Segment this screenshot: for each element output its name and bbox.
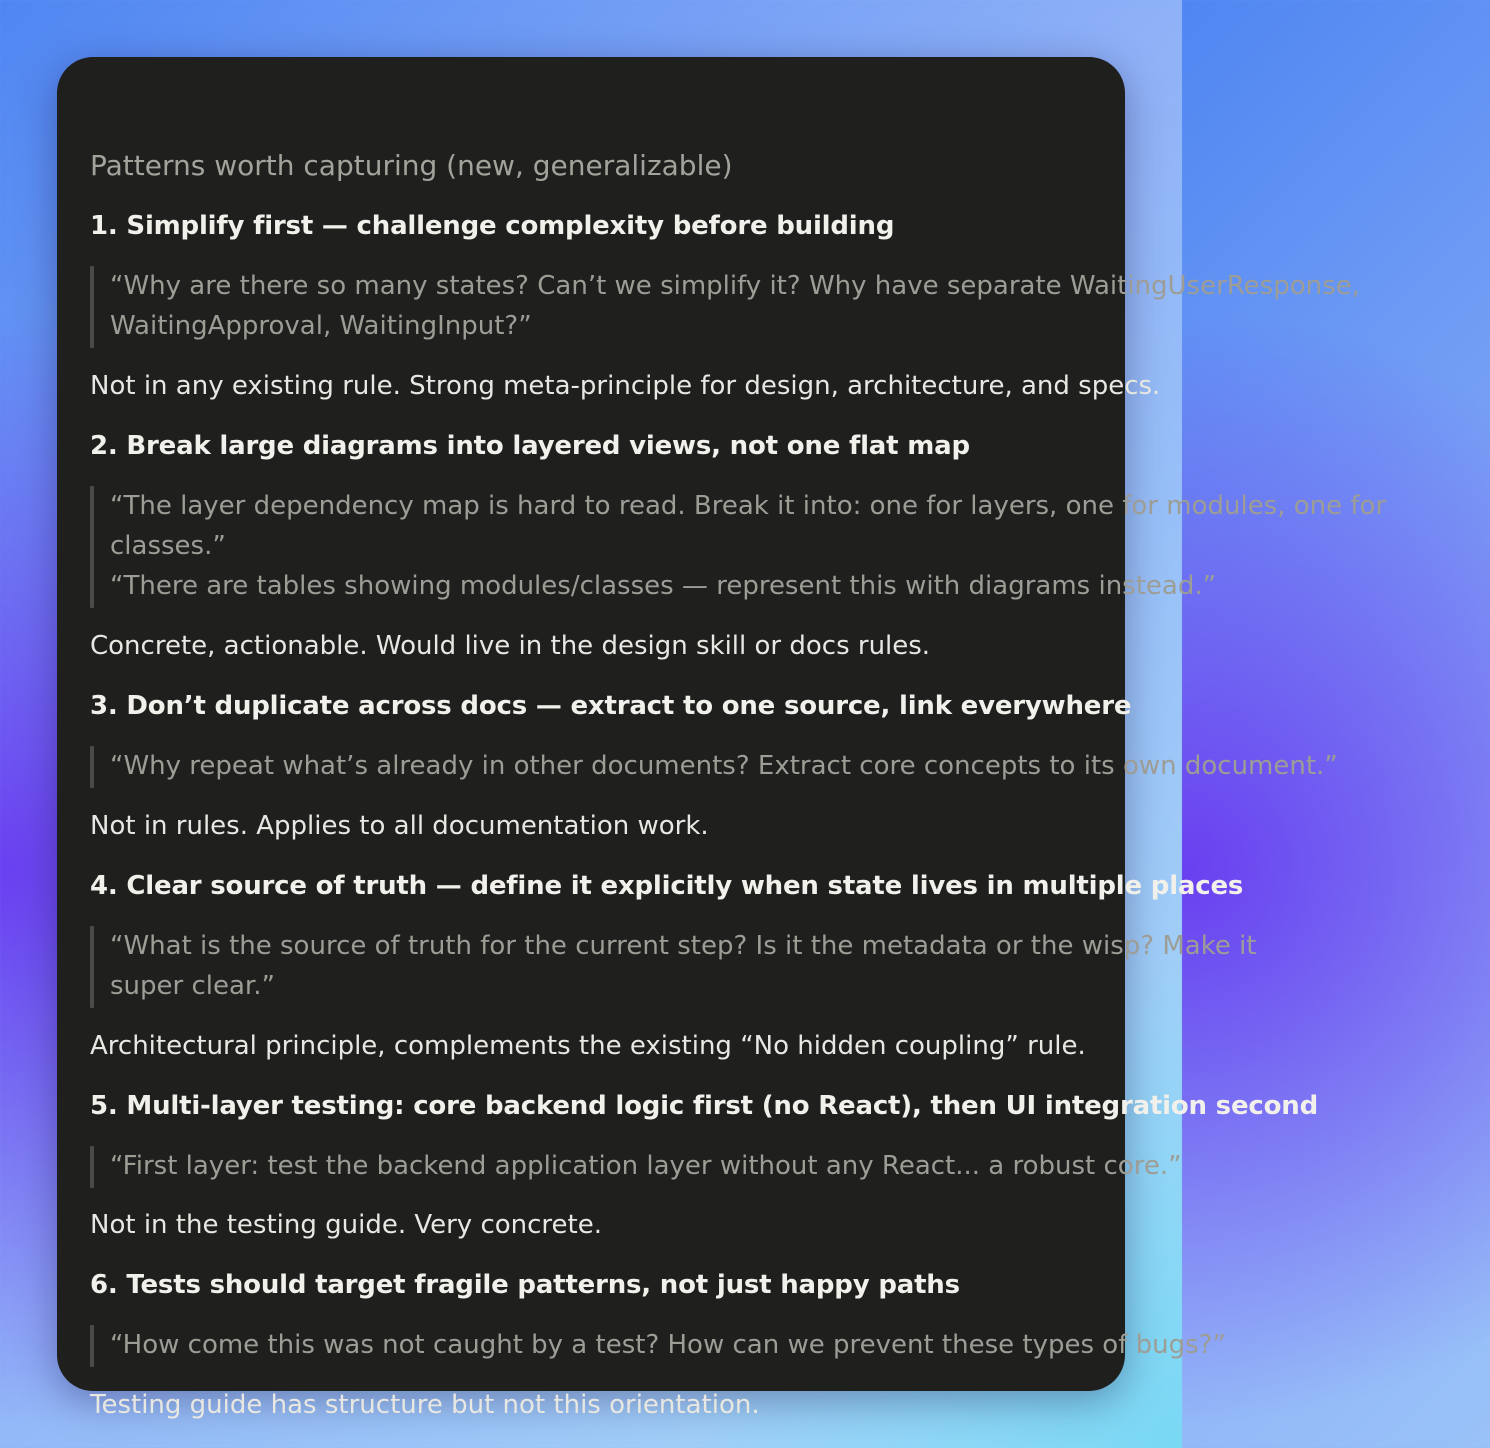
item-note: Not in any existing rule. Strong meta-principle for design, architecture, and specs. [90,371,1161,401]
item-title: 6. Tests should target fragile patterns, not just happy paths [90,1270,960,1300]
blockquote-bar [90,1146,94,1188]
item-title: 2. Break large diagrams into layered views, not one flat map [90,431,970,461]
quote-line: “Why repeat what’s already in other documents? Extract core concepts to its own document.” [110,751,1338,781]
blockquote-bar [90,1325,94,1367]
quote-line: super clear.” [110,971,275,1001]
quote-line: “How come this was not caught by a test? How can we prevent these types of bugs?” [110,1330,1226,1360]
message-card [57,57,1387,1420]
item-note: Testing guide has structure but not this orientation. [90,1390,760,1420]
quote-line: classes.” [110,531,226,561]
item-title: 3. Don’t duplicate across docs — extract to one source, link everywhere [90,691,1132,721]
quote-line: “The layer dependency map is hard to read. Break it into: one for layers, one for modules, one for [110,491,1387,521]
blockquote-bar [90,266,94,348]
quote-line: “There are tables showing modules/classes — represent this with diagrams instead.” [110,571,1217,601]
item-title: 5. Multi-layer testing: core backend logic first (no React), then UI integration second [90,1091,1318,1121]
item-title: 1. Simplify first — challenge complexity before building [90,211,895,241]
quote-line: “First layer: test the backend application layer without any React... a robust core.” [110,1151,1182,1181]
blockquote-bar [90,926,94,1008]
item-note: Architectural principle, complements the existing “No hidden coupling” rule. [90,1031,1086,1061]
quote-line: “Why are there so many states? Can’t we simplify it? Why have separate WaitingUserResponse, [110,271,1360,301]
item-note: Not in rules. Applies to all documentation work. [90,811,709,841]
quote-line: “What is the source of truth for the current step? Is it the metadata or the wisp? Make it [110,931,1257,961]
item-note: Concrete, actionable. Would live in the design skill or docs rules. [90,631,931,661]
quote-line: WaitingApproval, WaitingInput?” [110,311,532,341]
blockquote-bar [90,746,94,788]
blockquote-bar [90,486,94,608]
section-heading: Patterns worth capturing (new, generalizable) [90,149,733,182]
item-note: Not in the testing guide. Very concrete. [90,1210,603,1240]
item-title: 4. Clear source of truth — define it explicitly when state lives in multiple places [90,871,1244,901]
